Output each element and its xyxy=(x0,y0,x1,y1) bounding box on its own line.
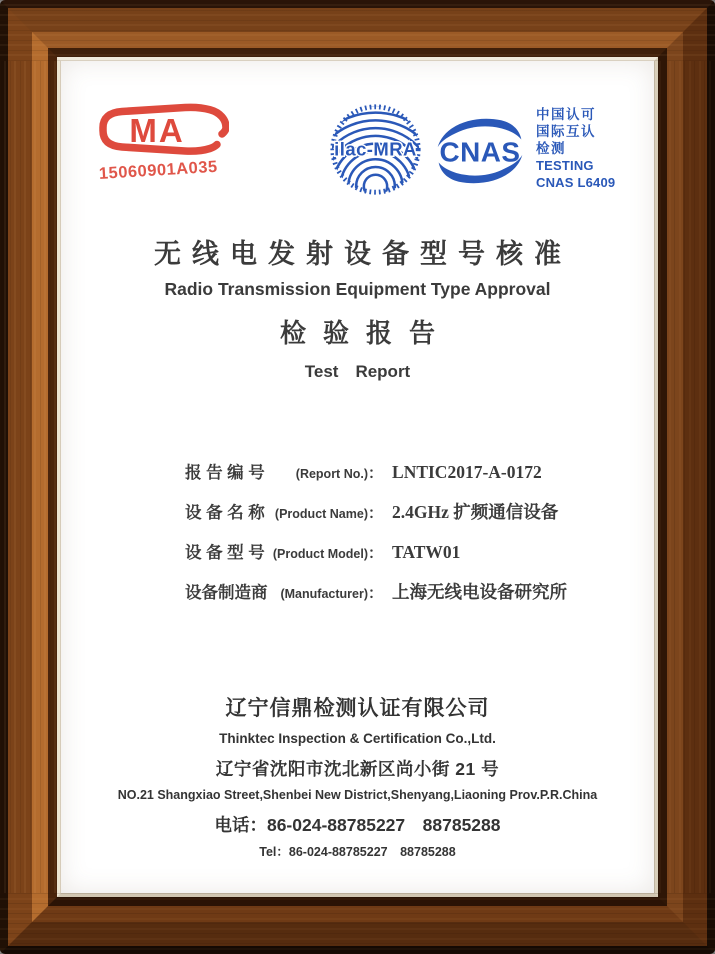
field-colon: ： xyxy=(368,585,384,602)
issuer-footer xyxy=(61,695,654,861)
field-label-cn: 设 备 名 称 xyxy=(185,504,265,522)
field-label-en: (Product Model) xyxy=(272,547,368,561)
field-value: 上海无线电设备研究所 xyxy=(392,582,568,602)
field-label-cn: 设 备 型 号 xyxy=(185,544,265,562)
title-english: Radio Transmission Equipment Type Approval xyxy=(164,279,551,299)
frame-mat xyxy=(57,57,658,897)
cnas-label: CNAS xyxy=(439,136,521,168)
report-title-chinese: 检验报告 xyxy=(279,318,452,348)
ilac-mra-label: ilac-MRA xyxy=(334,138,417,160)
field-colon: ： xyxy=(368,465,384,482)
accreditation-line: 国际互认 xyxy=(536,124,596,139)
field-label-cn: 报 告 编 号 xyxy=(185,464,265,482)
field-manufacturer xyxy=(185,581,654,605)
field-label-en: (Report No.) xyxy=(295,467,368,481)
field-colon: ： xyxy=(368,545,384,562)
company-name-en: Thinktec Inspection & Certification Co.,Ltd. xyxy=(219,731,496,746)
accreditation-text-block xyxy=(536,106,638,191)
company-name-cn: 辽宁信鼎检测认证有限公司 xyxy=(225,697,490,720)
field-label-cn: 设备制造商 xyxy=(185,584,268,602)
field-value: LNTIC2017-A-0172 xyxy=(392,462,542,482)
certificate-paper xyxy=(61,61,654,893)
title-chinese: 无线电发射设备型号核准 xyxy=(154,239,572,269)
field-value: 2.4GHz 扩频通信设备 xyxy=(392,502,559,522)
field-colon: ： xyxy=(368,505,384,522)
address-cn: 辽宁省沈阳市沈北新区尚小街 21 号 xyxy=(215,759,500,779)
field-label-en: (Product Name) xyxy=(274,507,368,521)
phone-cn: 电话：86-024-88785227 88785288 xyxy=(214,815,501,835)
field-value: TATW01 xyxy=(392,542,461,562)
accreditation-line: TESTING xyxy=(536,158,594,173)
accreditation-line: 检测 xyxy=(536,141,566,156)
field-label-en: (Manufacturer) xyxy=(280,587,368,601)
header-logo-row xyxy=(61,101,654,201)
accreditation-line: CNAS L6409 xyxy=(536,175,616,190)
phone-en: Tel：86-024-88785227 88785288 xyxy=(259,845,456,859)
field-report-no xyxy=(185,461,654,485)
ilac-mra-icon xyxy=(327,101,424,198)
report-fields xyxy=(185,461,654,605)
accreditation-line: 中国认可 xyxy=(536,107,596,122)
cma-letters: MA xyxy=(129,112,185,149)
accreditation-logos xyxy=(327,101,638,198)
cnas-icon xyxy=(430,110,530,192)
cma-stamp xyxy=(97,101,247,184)
cma-mark-icon xyxy=(97,101,229,157)
field-product-name xyxy=(185,501,654,525)
cma-certificate-number: 15060901A035 xyxy=(98,157,219,183)
address-en: NO.21 Shangxiao Street,Shenbei New District,Shenyang,Liaoning Prov.P.R.China xyxy=(117,788,598,802)
field-product-model xyxy=(185,541,654,565)
report-title-english: Test Report xyxy=(304,362,411,381)
